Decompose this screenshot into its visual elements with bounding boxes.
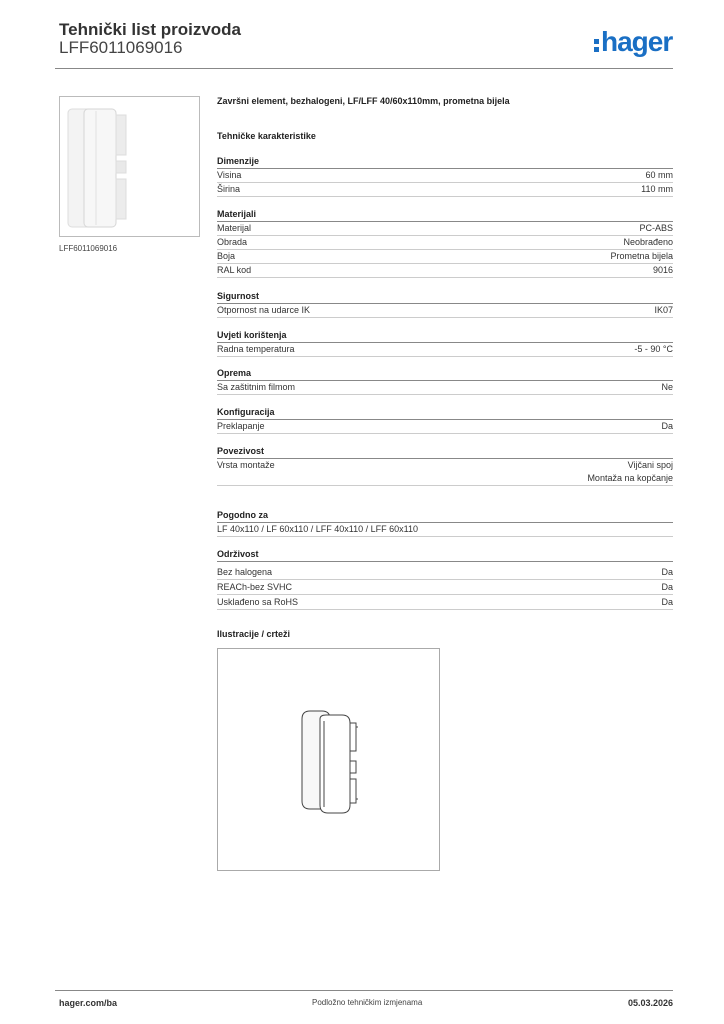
spec-value: Da <box>661 597 673 607</box>
spec-label: Visina <box>217 170 242 180</box>
section-title: Uvjeti korištenja <box>217 329 673 343</box>
section-title: Održivost <box>217 548 673 562</box>
spec-label: Preklapanje <box>217 421 265 431</box>
spec-label: Bez halogena <box>217 567 273 577</box>
logo-mark-icon <box>594 28 601 60</box>
spec-label: REACh-bez SVHC <box>217 582 293 592</box>
section-title: Konfiguracija <box>217 406 673 420</box>
spec-row <box>217 343 673 357</box>
logo-text: hager <box>601 26 673 57</box>
spec-label: Obrada <box>217 237 248 247</box>
spec-row <box>217 381 673 395</box>
spec-value: -5 - 90 °C <box>634 344 673 354</box>
spec-value: Ne <box>661 382 673 392</box>
spec-label: Materijal <box>217 223 252 233</box>
spec-label: Usklađeno sa RoHS <box>217 597 299 607</box>
spec-row <box>217 581 673 595</box>
spec-value: 110 mm <box>641 184 673 194</box>
spec-label: Otpornost na udarce IK <box>217 305 311 315</box>
product-image <box>59 96 200 237</box>
footer-date: 05.03.2026 <box>627 998 673 1008</box>
spec-value: Da <box>661 582 673 592</box>
technical-drawing <box>217 648 440 871</box>
spec-row <box>217 420 673 434</box>
spec-row <box>217 523 673 537</box>
spec-label: LF 40x110 / LF 60x110 / LFF 40x110 / LFF 60x110 <box>217 524 418 534</box>
spec-row <box>217 222 673 236</box>
spec-value: Prometna bijela <box>610 251 673 261</box>
spec-label: Radna temperatura <box>217 344 295 354</box>
section-title: Povezivost <box>217 445 673 459</box>
tech-characteristics-heading: Tehničke karakteristike <box>217 131 316 141</box>
spec-row <box>217 304 673 318</box>
footer-disclaimer: Podložno tehničkim izmjenama <box>312 998 423 1007</box>
spec-label: RAL kod <box>217 265 252 275</box>
header-divider <box>55 68 673 69</box>
footer-divider <box>55 990 673 991</box>
spec-value: Vijčani spoj <box>627 460 673 470</box>
image-caption: LFF6011069016 <box>59 244 118 253</box>
spec-row <box>217 459 673 486</box>
spec-label: Vrsta montaže <box>217 460 275 470</box>
illustrations-heading: Ilustracije / crteži <box>217 629 291 639</box>
spec-label: Širina <box>217 184 241 194</box>
spec-row <box>217 183 673 197</box>
product-code: LFF6011069016 <box>59 38 183 57</box>
footer-website: hager.com/ba <box>59 998 118 1008</box>
product-description: Završni element, bezhalogeni, LF/LFF 40/60x110mm, prometna bijela <box>217 96 510 106</box>
spec-label: Sa zaštitnim filmom <box>217 382 296 392</box>
spec-value: Da <box>661 567 673 577</box>
spec-label: Boja <box>217 251 236 261</box>
spec-value: Neobrađeno <box>623 237 673 247</box>
spec-row <box>217 169 673 183</box>
spec-row <box>217 596 673 610</box>
section-title: Pogodno za <box>217 509 673 523</box>
hager-logo <box>594 26 672 60</box>
spec-value: PC-ABS <box>639 223 673 233</box>
spec-value: Montaža na kopčanje <box>587 473 673 483</box>
end-element-drawing-icon <box>218 649 439 870</box>
spec-row <box>217 264 673 278</box>
section-title: Sigurnost <box>217 290 673 304</box>
spec-value: 9016 <box>652 265 673 275</box>
spec-row <box>217 566 673 580</box>
spec-value: 60 mm <box>645 170 673 180</box>
section-title: Materijali <box>217 208 673 222</box>
spec-value: IK07 <box>654 305 673 315</box>
section-title: Dimenzije <box>217 155 673 169</box>
spec-row <box>217 250 673 264</box>
section-title: Oprema <box>217 367 673 381</box>
spec-row <box>217 236 673 250</box>
page-title: Tehnički list proizvoda <box>59 20 241 39</box>
end-element-photo-icon <box>60 97 199 236</box>
spec-value: Da <box>661 421 673 431</box>
